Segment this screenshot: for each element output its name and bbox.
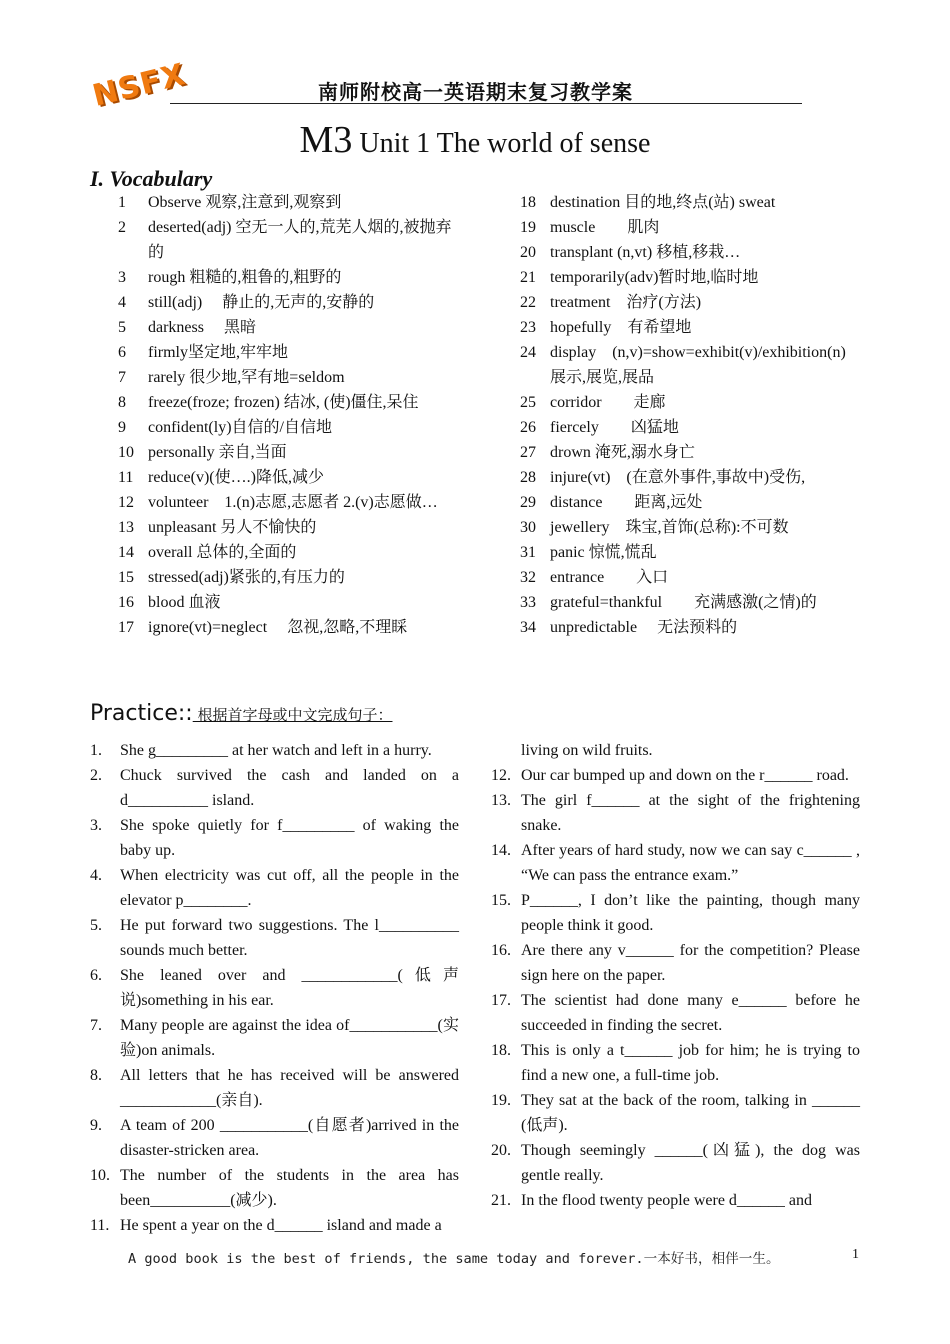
vocab-item-number: 26	[520, 419, 536, 436]
vocab-item-number: 9	[118, 419, 126, 436]
practice-item-text: This is only a t______ job for him; he is trying to find a new one, a full-time job.	[521, 1042, 860, 1084]
vocab-item	[118, 515, 463, 540]
vocab-item	[520, 340, 865, 390]
practice-item-number: 10.	[90, 1167, 110, 1184]
vocab-item-text: confident(ly)自信的/自信地	[148, 419, 332, 436]
vocab-item-text: entrance 入口	[550, 569, 669, 586]
vocab-item	[520, 290, 865, 315]
practice-item-text: After years of hard study, now we can say c______ , “We can pass the entrance exam.”	[521, 842, 860, 884]
practice-item-text: The scientist had done many e______ before he succeeded in finding the secret.	[521, 992, 860, 1034]
vocab-item-number: 21	[520, 269, 536, 286]
vocab-item	[118, 315, 463, 340]
vocab-item-number: 23	[520, 319, 536, 336]
vocab-item	[520, 590, 865, 615]
vocab-item-text: hopefully 有希望地	[550, 319, 692, 336]
vocab-item	[118, 365, 463, 390]
practice-item-text: The number of the students in the area has been__________(减少).	[120, 1167, 459, 1209]
practice-item-number: 13.	[491, 792, 511, 809]
practice-item	[90, 813, 459, 863]
vocab-item-number: 30	[520, 519, 536, 536]
vocab-item-number: 6	[118, 344, 126, 361]
vocab-item	[520, 315, 865, 340]
practice-item-number: 21.	[491, 1192, 511, 1209]
practice-item-text: The girl f______ at the sight of the frightening snake.	[521, 792, 860, 834]
practice-item	[90, 1013, 459, 1063]
practice-instruction: 根据首字母或中文完成句子：	[192, 706, 393, 724]
vocab-item	[520, 565, 865, 590]
vocab-item-text: overall 总体的,全面的	[148, 544, 297, 561]
vocab-item-text: deserted(adj) 空无一人的,荒芜人烟的,被抛弃的	[148, 219, 452, 261]
practice-item-number: 17.	[491, 992, 511, 1009]
practice-item	[90, 738, 459, 763]
vocab-item	[520, 615, 865, 640]
vocab-item-text: freeze(froze; frozen) 结冰, (使)僵住,呆住	[148, 394, 419, 411]
practice-item-text: He spent a year on the d______ island and made a	[120, 1217, 442, 1234]
practice-item-text: Many people are against the idea of___________(实验)on animals.	[120, 1017, 459, 1059]
vocab-item-number: 7	[118, 369, 126, 386]
vocab-item-number: 22	[520, 294, 536, 311]
vocab-item-number: 32	[520, 569, 536, 586]
vocab-item-number: 34	[520, 619, 536, 636]
school-title: 南师附校高一英语期末复习教学案	[318, 80, 633, 104]
vocab-item-text: rough 粗糙的,粗鲁的,粗野的	[148, 269, 342, 286]
practice-item	[491, 1138, 860, 1188]
vocab-item-number: 33	[520, 594, 536, 611]
title-prefix: M3	[299, 119, 353, 161]
practice-item	[491, 988, 860, 1038]
vocab-item-text: unpleasant 另人不愉快的	[148, 519, 317, 536]
practice-item-text: She g_________ at her watch and left in a hurry.	[120, 742, 432, 759]
practice-item	[491, 938, 860, 988]
vocab-item	[118, 440, 463, 465]
practice-item-number: 8.	[90, 1067, 102, 1084]
vocab-item-text: temporarily(adv)暂时地,临时地	[550, 269, 759, 286]
vocab-item	[118, 190, 463, 215]
practice-item	[491, 763, 860, 788]
vocab-item-text: fiercely 凶猛地	[550, 419, 679, 436]
vocab-item	[520, 215, 865, 240]
vocab-item-number: 19	[520, 219, 536, 236]
page-title	[0, 118, 950, 162]
logo-text: NSFX	[89, 57, 190, 114]
practice-item	[491, 838, 860, 888]
vocab-item-number: 31	[520, 544, 536, 561]
practice-item-number: 6.	[90, 967, 102, 984]
vocab-item-number: 12	[118, 494, 134, 511]
practice-item	[90, 1213, 459, 1238]
practice-item-text: P______, I don’t like the painting, though many people think it good.	[521, 892, 860, 934]
practice-item	[491, 1038, 860, 1088]
vocab-item-text: muscle 肌肉	[550, 219, 660, 236]
vocab-item-number: 17	[118, 619, 134, 636]
vocab-item	[520, 540, 865, 565]
vocab-item-text: still(adj) 静止的,无声的,安静的	[148, 294, 375, 311]
vocab-item-text: volunteer 1.(n)志愿,志愿者 2.(v)志愿做…	[148, 494, 438, 511]
vocab-item-text: grateful=thankful 充满感激(之情)的	[550, 594, 817, 611]
vocab-item-text: injure(vt) (在意外事件,事故中)受伤,	[550, 469, 806, 486]
practice-item	[90, 963, 459, 1013]
practice-item-number: 9.	[90, 1117, 102, 1134]
vocab-item-number: 25	[520, 394, 536, 411]
vocabulary-right-column	[520, 190, 865, 640]
practice-item-number: 12.	[491, 767, 511, 784]
vocab-item-text: distance 距离,远处	[550, 494, 703, 511]
vocab-item	[118, 540, 463, 565]
vocab-item-number: 13	[118, 519, 134, 536]
practice-item-number: 15.	[491, 892, 511, 909]
practice-item-number: 19.	[491, 1092, 511, 1109]
practice-item-number: 7.	[90, 1017, 102, 1034]
practice-left-column	[90, 738, 459, 1238]
practice-item-text: When electricity was cut off, all the people in the elevator p________.	[120, 867, 459, 909]
practice-item-text: He put forward two suggestions. The l__________ sounds much better.	[120, 917, 459, 959]
vocab-item-text: firmly坚定地,牢牢地	[148, 344, 288, 361]
practice-item	[491, 1088, 860, 1138]
vocab-item-text: Observe 观察,注意到,观察到	[148, 194, 342, 211]
vocab-item	[520, 440, 865, 465]
vocab-item	[118, 340, 463, 365]
practice-item-text: All letters that he has received will be answered ____________(亲自).	[120, 1067, 459, 1109]
vocab-item-number: 2	[118, 219, 126, 236]
vocab-item	[520, 190, 865, 215]
vocab-item-text: corridor 走廊	[550, 394, 666, 411]
practice-item-text: They sat at the back of the room, talking in ______ (低声).	[521, 1092, 860, 1134]
school-logo	[89, 57, 200, 116]
vocab-item	[118, 615, 463, 640]
title-rest: Unit 1 The world of sense	[352, 128, 651, 159]
practice-item	[491, 1188, 860, 1213]
practice-item-number: 2.	[90, 767, 102, 784]
practice-item	[90, 1163, 459, 1213]
practice-item	[90, 863, 459, 913]
vocab-item	[520, 515, 865, 540]
vocab-item-text: personally 亲自,当面	[148, 444, 287, 461]
practice-item-number: 11.	[90, 1217, 110, 1234]
vocab-item	[118, 465, 463, 490]
practice-continuation: living on wild fruits.	[521, 742, 653, 759]
vocab-item	[118, 490, 463, 515]
vocab-item-text: rarely 很少地,罕有地=seldom	[148, 369, 345, 386]
vocab-item-number: 27	[520, 444, 536, 461]
vocabulary-left-column	[118, 190, 463, 640]
vocab-item-number: 11	[118, 469, 134, 486]
vocab-item-text: jewellery 珠宝,首饰(总称):不可数	[550, 519, 789, 536]
vocab-item-text: darkness 黑暗	[148, 319, 256, 336]
vocab-item-number: 1	[118, 194, 126, 211]
vocab-item-text: drown 淹死,溺水身亡	[550, 444, 695, 461]
vocab-item	[118, 415, 463, 440]
vocab-item-text: ignore(vt)=neglect 忽视,忽略,不理睬	[148, 619, 408, 636]
vocab-item	[118, 290, 463, 315]
vocab-item-number: 28	[520, 469, 536, 486]
practice-item-text: A team of 200 ___________(自愿者)arrived in the disaster-stricken area.	[120, 1117, 459, 1159]
vocab-item-number: 14	[118, 544, 134, 561]
practice-item-number: 14.	[491, 842, 511, 859]
practice-item-text: Though seemingly ______(凶猛), the dog was gentle really.	[521, 1142, 860, 1184]
practice-item	[491, 888, 860, 938]
vocab-item	[520, 490, 865, 515]
vocab-item-number: 20	[520, 244, 536, 261]
vocab-item-text: unpredictable 无法预料的	[550, 619, 738, 636]
practice-title: Practice::	[90, 701, 193, 726]
vocab-item	[520, 415, 865, 440]
vocab-item-text: panic 惊慌,慌乱	[550, 544, 657, 561]
practice-item-number: 16.	[491, 942, 511, 959]
page-number: 1	[852, 1247, 859, 1262]
practice-item-number: 3.	[90, 817, 102, 834]
vocab-item	[520, 240, 865, 265]
practice-item-number: 18.	[491, 1042, 511, 1059]
vocab-item-number: 8	[118, 394, 126, 411]
vocab-item	[118, 265, 463, 290]
vocab-item	[118, 590, 463, 615]
practice-item	[90, 763, 459, 813]
vocab-item-number: 4	[118, 294, 126, 311]
practice-right-column	[491, 738, 860, 1213]
practice-item-text: Chuck survived the cash and landed on a d__________ island.	[120, 767, 459, 809]
vocab-item-number: 15	[118, 569, 134, 586]
vocab-item-number: 18	[520, 194, 536, 211]
practice-item-number: 20.	[491, 1142, 511, 1159]
vocab-item	[118, 390, 463, 415]
vocab-item-text: blood 血液	[148, 594, 221, 611]
practice-item-number: 4.	[90, 867, 102, 884]
vocab-item-number: 16	[118, 594, 134, 611]
practice-item	[90, 1113, 459, 1163]
vocab-item	[118, 565, 463, 590]
vocab-item-number: 29	[520, 494, 536, 511]
header-rule	[170, 103, 802, 104]
vocabulary-heading: I. Vocabulary	[90, 166, 213, 191]
vocab-item-text: transplant (n,vt) 移植,移栽…	[550, 244, 741, 261]
vocab-item-text: reduce(v)(使….)降低,减少	[148, 469, 324, 486]
vocab-item-text: treatment 治疗(方法)	[550, 294, 702, 311]
practice-item-text: Are there any v______ for the competition? Please sign here on the paper.	[521, 942, 860, 984]
practice-item-text: She leaned over and ____________(低声说)something in his ear.	[120, 967, 459, 1009]
practice-item-number: 1.	[90, 742, 102, 759]
vocab-item-number: 3	[118, 269, 126, 286]
practice-heading	[90, 701, 392, 726]
vocab-item-number: 5	[118, 319, 126, 336]
vocab-item-text: destination 目的地,终点(站) sweat	[550, 194, 776, 211]
vocab-item	[520, 390, 865, 415]
practice-item	[491, 788, 860, 838]
practice-item-text: Our car bumped up and down on the r______ road.	[521, 767, 849, 784]
vocab-item	[520, 465, 865, 490]
vocab-item-text: stressed(adj)紧张的,有压力的	[148, 569, 345, 586]
vocab-item-text: display (n,v)=show=exhibit(v)/exhibition(n) 展示,展览,展品	[550, 344, 862, 386]
vocab-item-number: 10	[118, 444, 134, 461]
practice-item-number: 5.	[90, 917, 102, 934]
footer-quote: A good book is the best of friends, the same today and forever.一本好书，相伴一生。	[128, 1251, 780, 1267]
practice-item-text: In the flood twenty people were d______ and	[521, 1192, 813, 1209]
practice-item	[90, 1063, 459, 1113]
practice-item-text: She spoke quietly for f_________ of waking the baby up.	[120, 817, 459, 859]
vocab-item	[520, 265, 865, 290]
practice-item	[90, 913, 459, 963]
vocab-item	[118, 215, 463, 265]
vocab-item-number: 24	[520, 344, 536, 361]
